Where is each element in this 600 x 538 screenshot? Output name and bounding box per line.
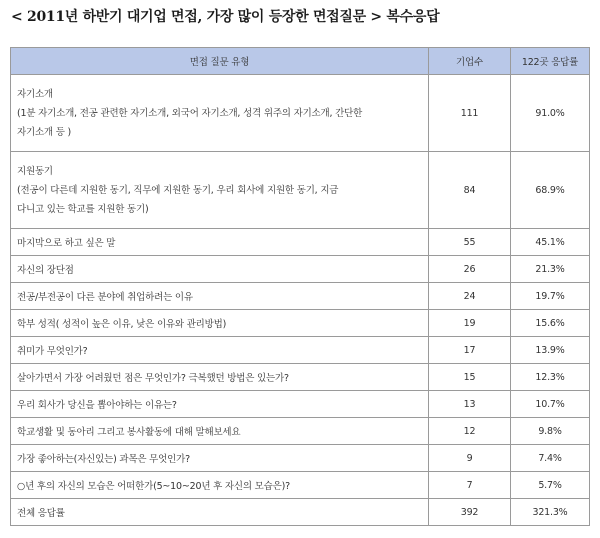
header-question-type: 면접 질문 유형 bbox=[11, 48, 429, 75]
response-rate-cell: 19.7% bbox=[511, 283, 590, 310]
company-count-cell: 24 bbox=[429, 283, 511, 310]
header-response-rate: 122곳 응답률 bbox=[511, 48, 590, 75]
table-row bbox=[11, 229, 590, 256]
table-row bbox=[11, 391, 590, 418]
company-count-cell: 13 bbox=[429, 391, 511, 418]
company-count-cell: 55 bbox=[429, 229, 511, 256]
company-count-cell: 15 bbox=[429, 364, 511, 391]
company-count-cell: 17 bbox=[429, 337, 511, 364]
question-type-line: 자기소개 등 ) bbox=[17, 126, 72, 138]
question-type-cell: 우리 회사가 당신을 뽑아야하는 이유는? bbox=[11, 391, 429, 418]
company-count-cell: 84 bbox=[429, 152, 511, 229]
question-type-cell: 마지막으로 하고 싶은 말 bbox=[11, 229, 429, 256]
company-count-cell: 9 bbox=[429, 445, 511, 472]
question-type-line: 지원동기 bbox=[17, 165, 53, 177]
company-count-cell: 392 bbox=[429, 499, 511, 526]
question-type-cell: 살아가면서 가장 어려웠던 점은 무엇인가? 극복했던 방법은 있는가? bbox=[11, 364, 429, 391]
interview-question-table bbox=[10, 47, 590, 526]
response-rate-cell: 5.7% bbox=[511, 472, 590, 499]
table-row bbox=[11, 337, 590, 364]
response-rate-cell: 10.7% bbox=[511, 391, 590, 418]
response-rate-cell: 68.9% bbox=[511, 152, 590, 229]
response-rate-cell: 321.3% bbox=[511, 499, 590, 526]
company-count-cell: 111 bbox=[429, 75, 511, 152]
company-count-cell: 26 bbox=[429, 256, 511, 283]
response-rate-cell: 13.9% bbox=[511, 337, 590, 364]
table-header-row bbox=[11, 48, 590, 75]
question-type-cell bbox=[11, 152, 429, 229]
question-type-cell: 학부 성적( 성적이 높은 이유, 낮은 이유와 관리방법) bbox=[11, 310, 429, 337]
table-row bbox=[11, 283, 590, 310]
question-type-line: 다니고 있는 학교를 지원한 동기) bbox=[17, 203, 149, 215]
response-rate-cell: 9.8% bbox=[511, 418, 590, 445]
table-row bbox=[11, 418, 590, 445]
table-row bbox=[11, 472, 590, 499]
question-type-cell: 자신의 장단점 bbox=[11, 256, 429, 283]
question-type-cell: 취미가 무엇인가? bbox=[11, 337, 429, 364]
page-title: < 2011년 하반기 대기업 면접, 가장 많이 등장한 면접질문 > 복수응답 bbox=[11, 9, 440, 25]
response-rate-cell: 7.4% bbox=[511, 445, 590, 472]
table-row bbox=[11, 310, 590, 337]
question-type-cell: ○년 후의 자신의 모습은 어떠한가(5~10~20년 후 자신의 모습은)? bbox=[11, 472, 429, 499]
table-row bbox=[11, 152, 590, 229]
question-type-cell bbox=[11, 75, 429, 152]
table-row bbox=[11, 75, 590, 152]
company-count-cell: 12 bbox=[429, 418, 511, 445]
question-type-line: (1분 자기소개, 전공 관련한 자기소개, 외국어 자기소개, 성격 위주의 자기소개, 간단한 bbox=[17, 107, 363, 119]
question-type-line: (전공이 다른데 지원한 동기, 직무에 지원한 동기, 우리 회사에 지원한 동기, 지금 bbox=[17, 184, 339, 196]
response-rate-cell: 21.3% bbox=[511, 256, 590, 283]
question-type-cell: 전체 응답률 bbox=[11, 499, 429, 526]
response-rate-cell: 91.0% bbox=[511, 75, 590, 152]
table-total-row bbox=[11, 499, 590, 526]
question-type-cell: 학교생활 및 동아리 그리고 봉사활동에 대해 말해보세요 bbox=[11, 418, 429, 445]
header-company-count: 기업수 bbox=[429, 48, 511, 75]
company-count-cell: 7 bbox=[429, 472, 511, 499]
response-rate-cell: 45.1% bbox=[511, 229, 590, 256]
table-row bbox=[11, 364, 590, 391]
response-rate-cell: 12.3% bbox=[511, 364, 590, 391]
table-row bbox=[11, 445, 590, 472]
response-rate-cell: 15.6% bbox=[511, 310, 590, 337]
table-row bbox=[11, 256, 590, 283]
question-type-cell: 전공/부전공이 다른 분야에 취업하려는 이유 bbox=[11, 283, 429, 310]
question-type-line: 자기소개 bbox=[17, 88, 53, 100]
question-type-cell: 가장 좋아하는(자신있는) 과목은 무엇인가? bbox=[11, 445, 429, 472]
company-count-cell: 19 bbox=[429, 310, 511, 337]
